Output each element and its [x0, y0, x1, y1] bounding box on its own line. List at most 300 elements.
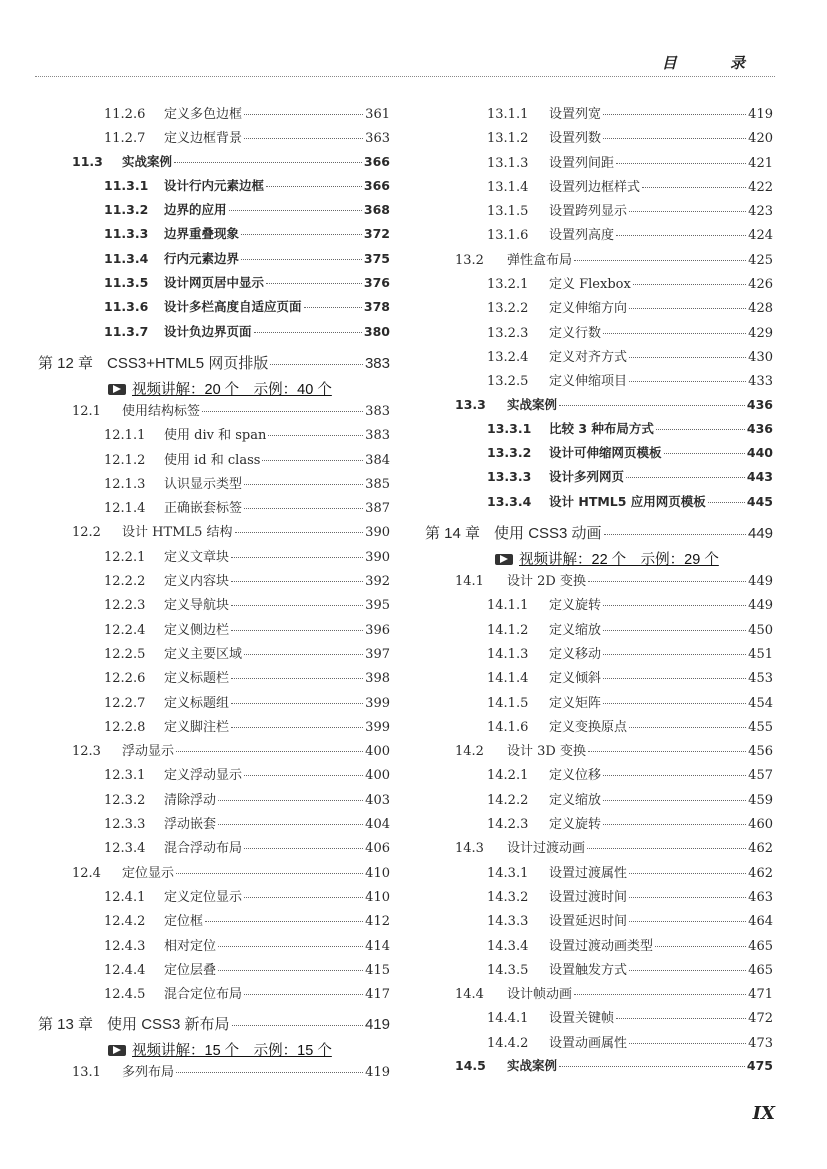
entry-page: 398 — [365, 671, 390, 687]
entry-number: 11.3.7 — [104, 323, 149, 339]
video-summary-text: 视频讲解：15 个 示例：15 个 — [132, 1043, 332, 1060]
dot-leader — [218, 946, 363, 947]
entry-number: 12.4 — [72, 865, 101, 881]
entry-title: 清除浮动 — [164, 792, 217, 808]
dot-leader — [603, 775, 746, 776]
dot-leader — [629, 308, 746, 309]
toc-entry — [38, 667, 390, 691]
entry-page: 395 — [365, 598, 390, 614]
entry-number: 14.1.2 — [487, 622, 529, 638]
dot-leader — [176, 751, 363, 752]
entry-title: 定义边框背景 — [164, 131, 243, 147]
entry-title: 使用 CSS3 动画 — [494, 525, 602, 543]
dot-leader — [559, 405, 745, 406]
toc-entry — [425, 176, 773, 200]
entry-number: 14.1 — [455, 574, 484, 590]
entry-number: 14.1.4 — [487, 671, 529, 687]
entry-number: 12.1.1 — [104, 428, 146, 444]
entry-page: 420 — [748, 131, 773, 147]
entry-title: 定义主要区域 — [164, 646, 243, 662]
dot-leader — [655, 946, 746, 947]
toc-entry — [425, 959, 773, 983]
entry-title: 定义倾斜 — [549, 671, 602, 687]
toc-entry — [38, 546, 390, 570]
dot-leader — [266, 283, 362, 284]
entry-page: 392 — [365, 574, 390, 590]
entry-page: 473 — [748, 1035, 773, 1051]
dot-leader — [218, 824, 363, 825]
entry-number: 12.3.3 — [104, 817, 146, 833]
entry-title: 实战案例 — [122, 153, 173, 169]
toc-entry — [425, 273, 773, 297]
entry-number: 14.2.2 — [487, 792, 529, 808]
dot-leader — [202, 411, 363, 412]
toc-entry — [425, 594, 773, 618]
toc-entry — [38, 103, 390, 127]
entry-number: 13.1.3 — [487, 155, 529, 171]
entry-page: 419 — [365, 1065, 390, 1081]
toc-entry — [38, 594, 390, 618]
entry-title: 混合定位布局 — [164, 987, 243, 1003]
entry-title: 设计多栏高度自适应页面 — [164, 299, 302, 315]
dot-leader — [218, 970, 363, 971]
entry-number: 12.1.3 — [104, 476, 146, 492]
entry-number: 13.3 — [455, 396, 486, 412]
entry-title: 定义侧边栏 — [164, 622, 230, 638]
entry-page: 454 — [748, 695, 773, 711]
entry-page: 472 — [748, 1011, 773, 1027]
entry-number: 13.3.1 — [487, 420, 532, 436]
entry-number: 13.2.3 — [487, 325, 529, 341]
entry-page: 465 — [748, 962, 773, 978]
toc-entry — [425, 740, 773, 764]
toc-entry — [38, 400, 390, 424]
entry-page: 451 — [748, 646, 773, 662]
entry-number: 第 12 章 — [38, 354, 94, 372]
toc-entry — [425, 1007, 773, 1031]
entry-page: 412 — [365, 914, 390, 930]
dot-leader — [633, 284, 746, 285]
entry-page: 464 — [748, 914, 773, 930]
toc-entry — [38, 473, 390, 497]
entry-page: 459 — [748, 792, 773, 808]
entry-title: 定义导航块 — [164, 598, 230, 614]
entry-title: 设计多列网页 — [549, 469, 625, 485]
entry-title: 定义旋转 — [549, 817, 602, 833]
dot-leader — [176, 873, 363, 874]
entry-page: 430 — [748, 349, 773, 365]
toc-entry — [425, 1056, 773, 1080]
toc-entry — [38, 521, 390, 545]
toc-chapter-entry — [38, 1013, 390, 1039]
toc-entry — [38, 862, 390, 886]
entry-page: 363 — [365, 131, 390, 147]
entry-title: 定义位移 — [549, 768, 602, 784]
entry-page: 460 — [748, 817, 773, 833]
entry-page: 387 — [365, 501, 390, 517]
entry-title: 浮动显示 — [122, 744, 175, 760]
entry-number: 12.2.2 — [104, 574, 146, 590]
toc-entry — [38, 176, 390, 200]
entry-title: 设置延迟时间 — [549, 914, 628, 930]
entry-page: 457 — [748, 768, 773, 784]
dot-leader — [231, 557, 363, 558]
entry-title: 定义伸缩项目 — [549, 374, 628, 390]
entry-page: 443 — [746, 469, 773, 485]
entry-title: 相对定位 — [164, 938, 217, 954]
dot-leader — [616, 163, 746, 164]
dot-leader — [270, 364, 363, 365]
dot-leader — [244, 114, 363, 115]
entry-number: 14.2.3 — [487, 817, 529, 833]
dot-leader — [232, 1025, 363, 1026]
toc-entry — [38, 716, 390, 740]
dot-leader — [231, 703, 363, 704]
entry-title: 弹性盒布局 — [507, 252, 573, 268]
dot-leader — [629, 897, 746, 898]
entry-page: 462 — [748, 865, 773, 881]
toc-entry — [425, 443, 773, 467]
dot-leader — [629, 1043, 746, 1044]
entry-page: 390 — [365, 525, 390, 541]
header-title: 目 录 — [661, 54, 769, 72]
dot-leader — [604, 534, 746, 535]
entry-title: 设置列间距 — [549, 155, 615, 171]
entry-number: 13.2.2 — [487, 301, 529, 317]
entry-number: 13.1 — [72, 1065, 101, 1081]
entry-title: 设计行内元素边框 — [164, 177, 265, 193]
entry-page: 372 — [363, 226, 390, 242]
entry-number: 13.2.1 — [487, 277, 529, 293]
entry-title: 定义缩放 — [549, 792, 602, 808]
entry-number: 14.1.3 — [487, 646, 529, 662]
toc-entry — [38, 449, 390, 473]
dot-leader — [708, 502, 745, 503]
entry-page: 406 — [365, 841, 390, 857]
toc-entry — [425, 297, 773, 321]
entry-page: 396 — [365, 622, 390, 638]
entry-number: 13.1.4 — [487, 179, 529, 195]
toc-entry — [38, 813, 390, 837]
entry-number: 第 14 章 — [425, 525, 481, 543]
dot-leader — [244, 775, 363, 776]
toc-entry — [38, 764, 390, 788]
dot-leader — [235, 532, 364, 533]
entry-title: 设计过渡动画 — [507, 841, 586, 857]
entry-number: 14.3.5 — [487, 962, 529, 978]
dot-leader — [629, 357, 746, 358]
entry-page: 376 — [363, 275, 390, 291]
dot-leader — [262, 460, 363, 461]
page-number: IX — [752, 1103, 775, 1124]
entry-number: 14.5 — [455, 1057, 486, 1073]
entry-title: 设置列宽 — [549, 107, 602, 122]
entry-page: 436 — [746, 396, 773, 412]
entry-page: 424 — [748, 228, 773, 244]
entry-page: 423 — [748, 204, 773, 220]
entry-title: 定义行数 — [549, 325, 602, 341]
entry-page: 361 — [365, 107, 390, 122]
entry-number: 14.2.1 — [487, 768, 529, 784]
dot-leader — [244, 484, 363, 485]
dot-leader — [244, 508, 363, 509]
dot-leader — [629, 381, 746, 382]
dot-leader — [616, 1018, 746, 1019]
dot-leader — [616, 235, 746, 236]
entry-title: 设计网页居中显示 — [164, 275, 265, 291]
entry-page: 410 — [365, 889, 390, 905]
entry-title: 定义脚注栏 — [164, 719, 230, 735]
dot-leader — [241, 234, 362, 235]
entry-title: 定位层叠 — [164, 962, 217, 978]
entry-page: 366 — [363, 177, 390, 193]
toc-entry — [425, 667, 773, 691]
dot-leader — [574, 260, 746, 261]
entry-page: 456 — [748, 744, 773, 760]
entry-title: 设置触发方式 — [549, 962, 628, 978]
entry-title: 定义标题栏 — [164, 671, 230, 687]
toc-chapter-entry — [38, 352, 390, 378]
entry-number: 14.3.2 — [487, 889, 529, 905]
entry-page: 449 — [748, 574, 773, 590]
entry-number: 12.3.4 — [104, 841, 146, 857]
toc-entry — [425, 643, 773, 667]
toc-entry — [425, 127, 773, 151]
video-camera-icon — [108, 384, 126, 395]
entry-title: 设置关键帧 — [549, 1011, 615, 1027]
entry-number: 14.1.1 — [487, 598, 529, 614]
entry-page: 419 — [748, 107, 773, 122]
toc-left-column — [38, 103, 390, 1086]
entry-title: 设计帧动画 — [507, 987, 573, 1003]
entry-number: 14.1.5 — [487, 695, 529, 711]
entry-page: 366 — [363, 153, 390, 169]
entry-number: 12.2.3 — [104, 598, 146, 614]
toc-entry — [425, 370, 773, 394]
toc-chapter-entry — [425, 522, 773, 548]
entry-title: 定义内容块 — [164, 574, 230, 590]
entry-page: 462 — [748, 841, 773, 857]
entry-number: 14.4.1 — [487, 1011, 529, 1027]
entry-title: 设置过渡动画类型 — [549, 938, 654, 954]
entry-number: 12.4.3 — [104, 938, 146, 954]
entry-title: 设置动画属性 — [549, 1035, 628, 1051]
dot-leader — [244, 897, 363, 898]
entry-title: 边界重叠现象 — [164, 226, 240, 242]
toc-entry — [425, 935, 773, 959]
entry-title: 设置过渡时间 — [549, 889, 628, 905]
entry-number: 13.3.2 — [487, 445, 532, 461]
toc-entry — [38, 1061, 390, 1085]
dot-leader — [229, 210, 362, 211]
entry-number: 11.3.1 — [104, 177, 149, 193]
entry-page: 465 — [748, 938, 773, 954]
toc-entry — [38, 297, 390, 321]
toc-entry — [38, 424, 390, 448]
entry-number: 13.1.5 — [487, 204, 529, 220]
entry-title: 实战案例 — [507, 396, 558, 412]
toc-entry — [38, 886, 390, 910]
entry-number: 12.1.4 — [104, 501, 146, 517]
entry-title: 定义变换原点 — [549, 719, 628, 735]
video-summary-text: 视频讲解：22 个 示例：29 个 — [519, 552, 719, 569]
toc-entry — [38, 619, 390, 643]
toc-entry — [425, 346, 773, 370]
toc-entry — [38, 224, 390, 248]
dot-leader — [642, 187, 746, 188]
dot-leader — [603, 800, 746, 801]
toc-entry — [425, 419, 773, 443]
entry-page: 429 — [748, 325, 773, 341]
toc-entry — [425, 983, 773, 1007]
entry-title: 设置列高度 — [549, 228, 615, 244]
entry-number: 12.3.1 — [104, 768, 146, 784]
toc-entry — [425, 862, 773, 886]
toc-entry — [425, 395, 773, 419]
toc-entry — [425, 764, 773, 788]
dot-leader — [588, 581, 746, 582]
dot-leader — [254, 332, 362, 333]
toc-entry — [425, 103, 773, 127]
toc-entry — [425, 492, 773, 516]
entry-number: 13.2.5 — [487, 374, 529, 390]
entry-page: 403 — [365, 792, 390, 808]
toc-entry — [425, 322, 773, 346]
entry-page: 399 — [365, 695, 390, 711]
dot-leader — [603, 703, 746, 704]
toc-entry — [425, 813, 773, 837]
dot-leader — [231, 605, 363, 606]
dot-leader — [656, 429, 745, 430]
toc-entry — [38, 692, 390, 716]
toc-entry — [425, 152, 773, 176]
entry-page: 417 — [365, 987, 390, 1003]
entry-page: 414 — [365, 938, 390, 954]
dot-leader — [629, 970, 746, 971]
entry-number: 12.4.1 — [104, 889, 146, 905]
entry-title: 定义文章块 — [164, 549, 230, 565]
video-camera-icon — [108, 1045, 126, 1056]
dot-leader — [268, 435, 363, 436]
entry-title: 定义标题组 — [164, 695, 230, 711]
entry-page: 453 — [748, 671, 773, 687]
entry-number: 14.3.3 — [487, 914, 529, 930]
entry-title: 设计 3D 变换 — [507, 744, 586, 760]
entry-title: CSS3+HTML5 网页排版 — [107, 354, 269, 372]
entry-title: 设置列数 — [549, 131, 602, 147]
entry-page: 475 — [746, 1057, 773, 1073]
dot-leader — [244, 654, 363, 655]
toc-entry — [425, 789, 773, 813]
toc-entry — [425, 886, 773, 910]
dot-leader — [603, 333, 746, 334]
entry-page: 445 — [746, 493, 773, 509]
entry-number: 11.2.7 — [104, 131, 146, 147]
entry-page: 404 — [365, 817, 390, 833]
entry-title: 定位显示 — [122, 865, 175, 881]
entry-title: 定位框 — [164, 914, 204, 930]
dot-leader — [266, 186, 362, 187]
entry-title: 定义移动 — [549, 646, 602, 662]
entry-page: 384 — [365, 452, 390, 468]
entry-page: 440 — [746, 445, 773, 461]
dot-leader — [244, 138, 363, 139]
entry-number: 13.3.3 — [487, 469, 532, 485]
dot-leader — [231, 630, 363, 631]
entry-title: 多列布局 — [122, 1065, 175, 1081]
dot-leader — [174, 162, 362, 163]
entry-title: 定义 Flexbox — [549, 277, 631, 293]
entry-number: 11.3.6 — [104, 299, 149, 315]
entry-number: 14.3 — [455, 841, 484, 857]
toc-entry — [38, 789, 390, 813]
video-summary-text: 视频讲解：20 个 示例：40 个 — [132, 381, 332, 398]
entry-title: 使用 CSS3 新布局 — [107, 1016, 230, 1034]
toc-entry — [425, 619, 773, 643]
dot-leader — [574, 994, 746, 995]
toc-entry — [38, 959, 390, 983]
dot-leader — [626, 477, 745, 478]
entry-page: 428 — [748, 301, 773, 317]
dot-leader — [629, 211, 746, 212]
entry-number: 12.2.6 — [104, 671, 146, 687]
video-summary — [425, 548, 773, 570]
entry-title: 设计负边界页面 — [164, 323, 252, 339]
entry-number: 11.3 — [72, 153, 103, 169]
toc-entry — [425, 467, 773, 491]
entry-number: 12.4.2 — [104, 914, 146, 930]
entry-title: 认识显示类型 — [164, 476, 243, 492]
entry-number: 13.1.2 — [487, 131, 529, 147]
toc-right-column — [425, 103, 773, 1080]
entry-number: 11.3.3 — [104, 226, 149, 242]
toc-entry — [38, 249, 390, 273]
dot-leader — [629, 727, 746, 728]
toc-entry — [425, 249, 773, 273]
entry-number: 12.1 — [72, 403, 101, 419]
toc-entry — [38, 200, 390, 224]
toc-entry — [38, 273, 390, 297]
entry-number: 13.2.4 — [487, 349, 529, 365]
dot-leader — [231, 581, 363, 582]
toc-entry — [38, 127, 390, 151]
dot-leader — [241, 259, 362, 260]
toc-entry — [425, 837, 773, 861]
entry-title: 设计 HTML5 结构 — [122, 525, 233, 541]
entry-page: 390 — [365, 549, 390, 565]
dot-leader — [603, 138, 746, 139]
entry-page: 383 — [364, 354, 390, 372]
entry-number: 14.3.4 — [487, 938, 529, 954]
dot-leader — [603, 678, 746, 679]
dot-leader — [244, 994, 363, 995]
entry-page: 383 — [365, 428, 390, 444]
entry-title: 设置跨列显示 — [549, 204, 628, 220]
entry-title: 行内元素边界 — [164, 250, 240, 266]
entry-page: 397 — [365, 646, 390, 662]
toc-entry — [38, 837, 390, 861]
entry-page: 378 — [363, 299, 390, 315]
dot-leader — [304, 307, 362, 308]
dot-leader — [231, 678, 363, 679]
entry-title: 定义旋转 — [549, 598, 602, 614]
toc-entry — [425, 692, 773, 716]
video-summary — [38, 378, 390, 400]
entry-page: 422 — [748, 179, 773, 195]
dot-leader — [244, 848, 363, 849]
entry-title: 设置列边框样式 — [549, 179, 641, 195]
entry-number: 13.1.6 — [487, 228, 529, 244]
